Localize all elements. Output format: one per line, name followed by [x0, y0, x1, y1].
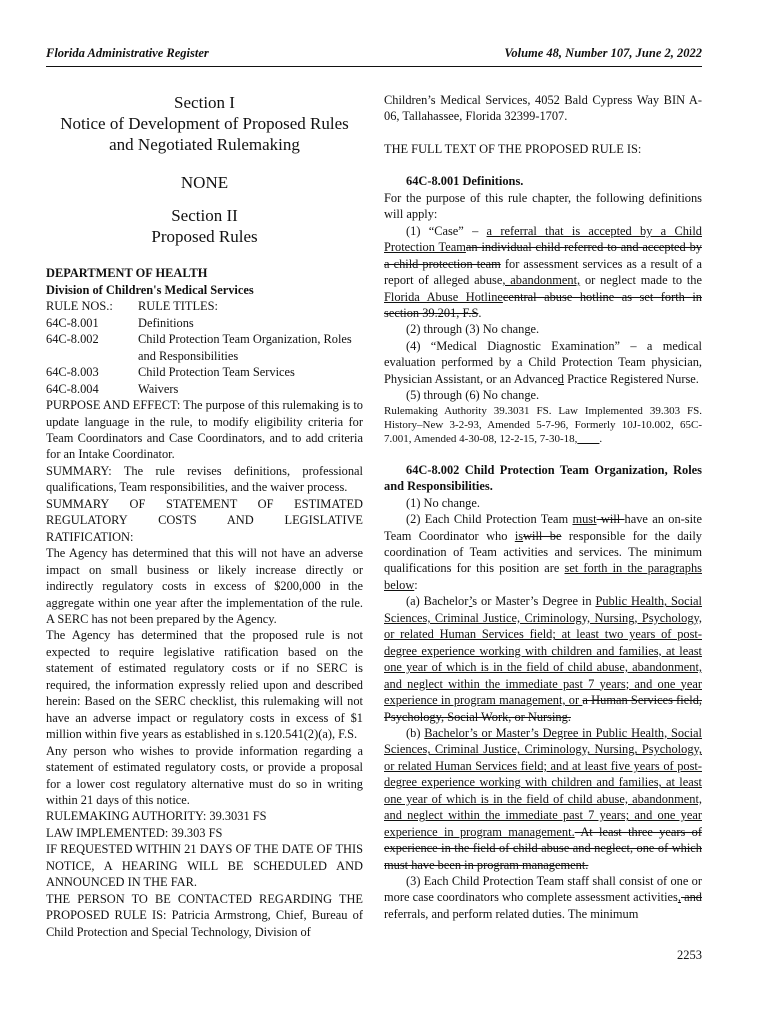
purpose-and-effect: PURPOSE AND EFFECT: The purpose of this rulemaking is to update language in the rule, to modify eligibility criteria for Team Coordinators and Case Coordinators, and to add criteria for an Intake Coordinator.: [46, 398, 363, 462]
rule-8001-heading: 64C-8.001 Definitions.: [406, 174, 524, 189]
rule-list: [46, 298, 363, 397]
definitions-2-3: (2) through (3) No change.: [406, 322, 540, 337]
rule-8002-para-b: (b) Bachelor’s or Master’s Degree in Public Health, Social Sciences, Criminal Justice, Criminology, Nursing, Psychology, or related Human Services field; and at least five years of post-degree experience working with children and families, at least one year of which is in the field of child abuse, abandonment, and neglect within the immediate past 7 years; and one year experience in program management. At least three years of experience in the field of child abuse and neglect, one of which must have been in program management.: [384, 725, 702, 872]
rule-no: 64C-8.001: [46, 315, 99, 330]
left-column: [46, 92, 363, 940]
rulemaking-authority: RULEMAKING AUTHORITY: 39.3031 FS: [46, 809, 267, 824]
rule-8001-intro: For the purpose of this rule chapter, the following definitions will apply:: [384, 190, 702, 222]
rule-8001-history: Rulemaking Authority 39.3031 FS. Law Implemented 39.303 FS. History–New 3-2-93, Amended 5-7-96, Formerly 10J-10.002, 65C-7.001, Amended 4-30-08, 12-2-15, 7-30-18,____.: [384, 404, 702, 445]
serc-paragraph-2: The Agency has determined that the proposed rule is not expected to require legislative ratification based on the statement of estimated regulatory costs or if no SERC is required, the information expressly relied upon and described herein: Based on the SERC checklist, this rulemaking will not have an adverse impact or regulatory costs in excess of $1 million within five years as established in s.120.541(2)(a), F.S.: [46, 628, 363, 742]
rule-titles-label: RULE TITLES:: [138, 299, 218, 314]
page-number: 2253: [677, 948, 702, 962]
division-name: Division of Children's Medical Services: [46, 282, 254, 297]
rule-8002-para-a: (a) Bachelor’s or Master’s Degree in Public Health, Social Sciences, Criminal Justice, Criminology, Nursing, Psychology, or related Human Services field; at least two years of post-degree experience working with children and families, at least one year of which is in the field of child abuse, abandonment, and neglect within the immediate past 7 years; and one year experience in program management, or a Human Services field, Psychology, Social Work, or Nursing.: [384, 594, 702, 724]
rule-8002-heading: 64C-8.002 Child Protection Team Organization, Roles and Responsibilities.: [384, 462, 702, 494]
none-label: NONE: [180, 173, 229, 192]
contact-person: THE PERSON TO BE CONTACTED REGARDING THE PROPOSED RULE IS: Patricia Armstrong, Chief, Bureau of Child Protection and Special Technology, Division of: [46, 891, 363, 939]
right-column: [384, 92, 702, 922]
register-title: Florida Administrative Register: [46, 46, 209, 60]
law-implemented: LAW IMPLEMENTED: 39.303 FS: [46, 825, 223, 840]
serc-paragraph-1: The Agency has determined that this will not have an adverse impact on small business or likely increase directly or indirectly regulatory costs in excess of $200,000 in the aggregate within one year after the implementation of the rule. A SERC has not been prepared by the Agency.: [46, 546, 363, 626]
rule-title: Definitions: [138, 315, 194, 330]
serc-paragraph-3: Any person who wishes to provide information regarding a statement of estimated regulatory costs, or provide a proposal for a lower cost regulatory alternative must do so in writing within 21 days of this notice.: [46, 743, 363, 807]
department-name: DEPARTMENT OF HEALTH: [46, 266, 208, 281]
rule-no: 64C-8.002: [46, 332, 99, 347]
rule-title: Waivers: [138, 381, 179, 396]
rule-title: Child Protection Team Services: [138, 365, 295, 380]
section1-subtitle-1: Notice of Development of Proposed Rules: [60, 114, 349, 133]
rule-nos-label: RULE NOS.:: [46, 299, 113, 314]
definition-medical-exam: (4) “Medical Diagnostic Examination” – a medical evaluation performed by a Child Protection Team physician, Physician Assistant, or an Advanced Practice Registered Nurse.: [384, 338, 702, 386]
serc-heading: SUMMARY OF STATEMENT OF ESTIMATED REGULATORY COSTS AND LEGISLATIVE RATIFICATION:: [46, 496, 363, 544]
section1-title: Section I: [174, 93, 235, 112]
section2-subtitle: Proposed Rules: [151, 227, 258, 247]
summary: SUMMARY: The rule revises definitions, professional qualifications, Team responsibilities, and the waiver process.: [46, 463, 363, 495]
rule-8002-sub1: (1) No change.: [406, 495, 480, 510]
definitions-5-6: (5) through (6) No change.: [406, 388, 540, 403]
address: Children’s Medical Services, 4052 Bald Cypress Way BIN A-06, Tallahassee, Florida 32399-1707.: [384, 93, 702, 124]
rule-8002-sub3: (3) Each Child Protection Team staff shall consist of one or more case coordinators who complete assessment activities, and referrals, and perform related duties. The minimum: [384, 874, 702, 921]
rule-8002-sub2: (2) Each Child Protection Team must will have an on-site Team Coordinator who iswill be responsible for the daily coordination of Team activities and services. The minimum qualifications for this position are set forth in the paragraphs below:: [384, 512, 702, 592]
rule-title: Child Protection Team Organization, Roles and Responsibilities: [138, 332, 352, 363]
section1-subtitle-2: and Negotiated Rulemaking: [109, 135, 300, 154]
header-rule: [46, 66, 702, 67]
hearing-notice: IF REQUESTED WITHIN 21 DAYS OF THE DATE OF THIS NOTICE, A HEARING WILL BE SCHEDULED AND ANNOUNCED IN THE FAR.: [46, 842, 363, 890]
full-text-heading: THE FULL TEXT OF THE PROPOSED RULE IS:: [384, 141, 642, 156]
definition-case: (1) “Case” – a referral that is accepted by a Child Protection Teaman individual child referred to and accepted by a child protection team for assessment services as a result of a report of alleged abuse, abandonment, or neglect made to the Florida Abuse Hotlinecentral abuse hotline as set forth in section 39.201, F.S.: [384, 223, 702, 320]
section2-title: Section II: [171, 206, 238, 226]
rule-no: 64C-8.004: [46, 381, 99, 396]
rule-no: 64C-8.003: [46, 365, 99, 380]
volume-info: Volume 48, Number 107, June 2, 2022: [504, 46, 702, 60]
